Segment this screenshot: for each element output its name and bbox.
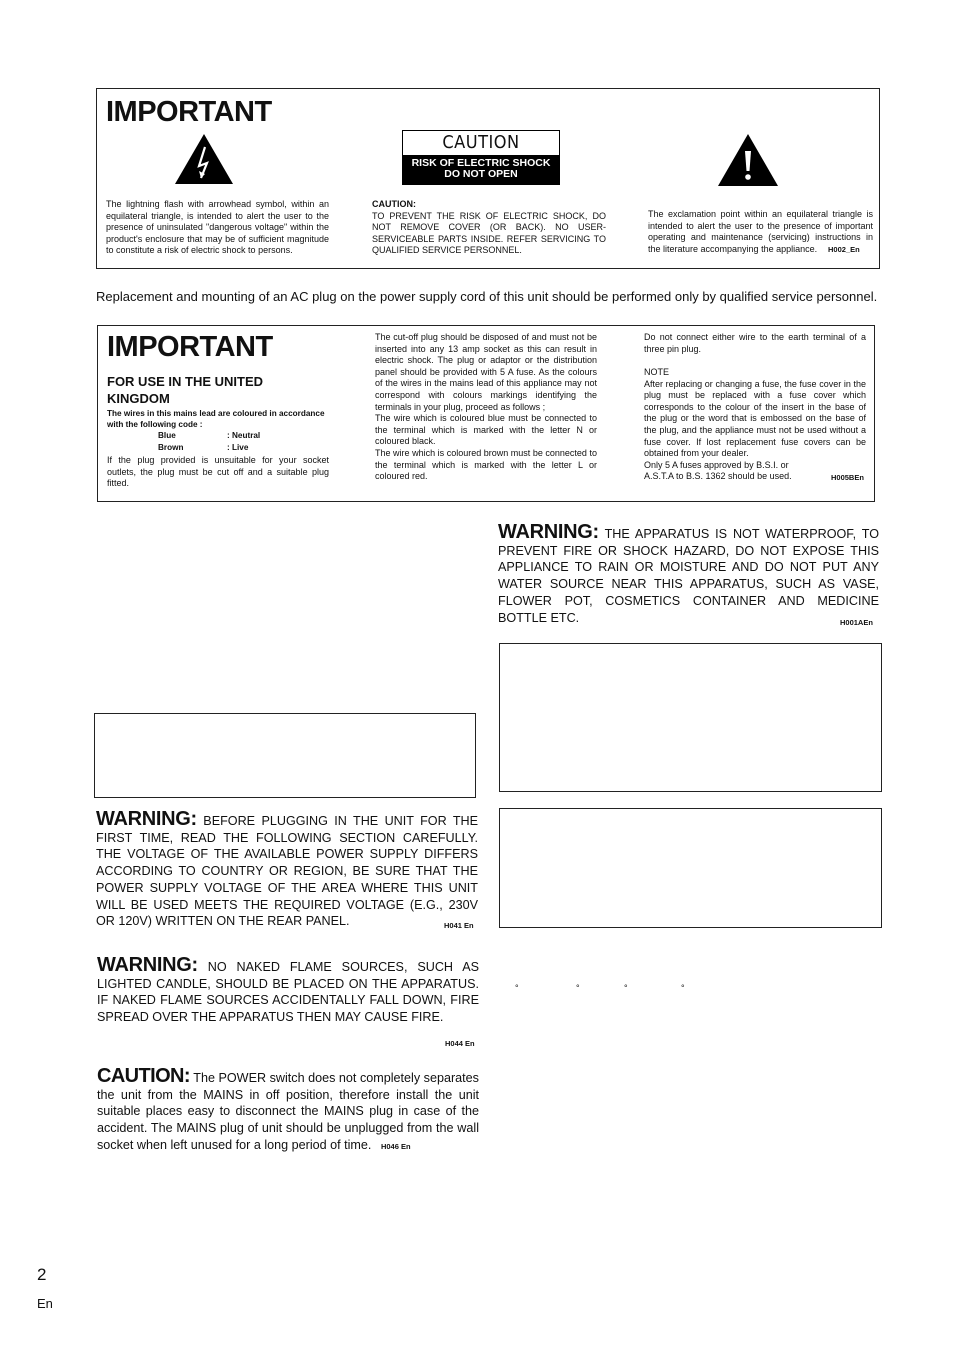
important-code: H002_En xyxy=(828,245,860,254)
caution-label xyxy=(402,130,560,185)
caution-heading: CAUTION: xyxy=(372,199,416,209)
caution-power-code: H046 En xyxy=(380,1141,411,1151)
warning-waterproof-code: H001AEn xyxy=(840,618,873,627)
uk-important-box xyxy=(97,325,875,502)
uk-unsuitable-text: If the plug provided is unsuitable for your socket outlets, the plug must be cut off and a suitable plug fitted. xyxy=(107,455,329,489)
degree-mark: ° xyxy=(624,983,628,993)
warning-power-code: H041 En xyxy=(444,921,474,930)
warning-power-supply xyxy=(96,808,479,930)
uk-col2-text3: The wire which is coloured brown must be connected to the terminal which is marked with the letter L or coloured red. xyxy=(375,447,597,482)
warning-power-heading: WARNING: xyxy=(96,808,197,830)
warning-flame xyxy=(97,954,479,1026)
uk-important-title: IMPORTANT xyxy=(107,331,273,363)
uk-col3-text2: After replacing or changing a fuse, the fuse cover in the plug must be replaced with a fuse cover which corresponds to the colour of the insert in the base of the plug or the word that is embossed on the base of the plug, and the appliance must not be used without a fuse cover. If lost replacement fuse covers can be obtained from your dealer. xyxy=(644,378,866,459)
blank-box-left xyxy=(94,713,476,798)
uk-col2-text1: The cut-off plug should be disposed of and must not be inserted into any 13 amp socket as this can result in electric shock. The plug or adaptor or the distribution panel should be provided with 5 A fuse. As the colours of the wires in the mains lead of this appliance may not correspond with colours markings identifying the terminals in your plug, proceed as follows ; xyxy=(375,332,597,412)
lightning-warning-icon xyxy=(174,133,234,185)
degree-mark: ° xyxy=(515,983,519,993)
wire-brown-label: Brown xyxy=(158,442,184,452)
wire-blue-label: Blue xyxy=(158,431,176,440)
uk-code: H005BEn xyxy=(831,473,864,482)
uk-col3-note: NOTE xyxy=(644,367,670,377)
warning-flame-code: H044 En xyxy=(445,1039,475,1048)
exclamation-warning-icon xyxy=(717,133,779,187)
caution-power-text: The POWER switch does not completely separates the unit from the MAINS in off position, therefore install the unit suitable places easy to disconnect the MAINS plug in case of the accident. The MAINS plug of unit should be unplugged from the wall socket when left unused for a long period of time. xyxy=(97,1071,479,1152)
uk-subtitle-line1: FOR USE IN THE UNITED xyxy=(107,374,264,389)
caution-label-line1: RISK OF ELECTRIC SHOCK xyxy=(411,157,551,169)
degree-mark: ° xyxy=(576,983,580,993)
lightning-explanation: The lightning flash with arrowhead symbol, within an equilateral triangle, is intended to alert the user to the presence of uninsulated "dangerous voltage" within the product's enclosure that may be of sufficient magnitude to constitute a risk of electric shock to persons. xyxy=(106,199,329,256)
important-title: IMPORTANT xyxy=(106,96,272,128)
warning-power-text: BEFORE PLUGGING IN THE UNIT FOR THE FIRST TIME, READ THE FOLLOWING SECTION CAREFULLY. THE VOLTAGE OF THE AVAILABLE POWER SUPPLY DIFFERS ACCORDING TO COUNTRY OR REGION, BE SURE THAT THE POWER SUPPLY VOLTAGE OF THE AREA WHERE THIS UNIT WILL BE USED MEETS THE REQUIRED VOLTAGE (E.G., 230V OR 120V) WRITTEN ON THE REAR PANEL. xyxy=(96,814,479,929)
blank-box-right-2 xyxy=(499,808,882,928)
caution-label-line2: DO NOT OPEN xyxy=(444,168,518,180)
blank-box-right-1 xyxy=(499,643,882,792)
uk-col2-text2: The wire which is coloured blue must be connected to the terminal which is marked with the letter N or coloured black. xyxy=(375,413,597,447)
warning-flame-heading: WARNING: xyxy=(97,954,198,976)
degree-mark: ° xyxy=(681,983,685,993)
wire-blue-value: : Neutral xyxy=(227,431,261,440)
warning-waterproof xyxy=(498,521,879,626)
caution-text: TO PREVENT THE RISK OF ELECTRIC SHOCK, DO NOT REMOVE COVER (OR BACK). NO USER-SERVICEABLE PARTS INSIDE. REFER SERVICING TO QUALIFIED SERVICE PERSONNEL. xyxy=(372,210,606,256)
uk-col3-text3: Only 5 A fuses approved by B.S.I. or A.S.T.A to B.S. 1362 should be used. xyxy=(644,459,792,482)
caution-power-switch xyxy=(97,1065,479,1156)
important-safety-box xyxy=(96,88,880,269)
uk-wires-intro: The wires in this mains lead are coloured in accordance with the following code : xyxy=(107,409,325,429)
warning-waterproof-text: THE APPARATUS IS NOT WATERPROOF, TO PREVENT FIRE OR SHOCK HAZARD, DO NOT EXPOSE THIS APPLIANCE TO RAIN OR MOISTURE AND DO NOT PUT ANY WATER SOURCE NEAR THIS APPARATUS, SUCH AS VASE, FLOWER POT, COSMETICS CONTAINER AND MEDICINE BOTTLE ETC. xyxy=(498,527,879,625)
wire-brown-value: : Live xyxy=(227,442,249,452)
uk-col3-text1: Do not connect either wire to the earth terminal of a three pin plug. xyxy=(644,332,866,354)
uk-subtitle-line2: KINGDOM xyxy=(107,391,170,406)
exclamation-explanation: The exclamation point within an equilateral triangle is intended to alert the user to the presence of important operating and maintenance (servicing) instructions in the literature accompanying the appliance. xyxy=(648,209,873,254)
page-number: 2 xyxy=(37,1265,47,1284)
warning-flame-text: NO NAKED FLAME SOURCES, SUCH AS LIGHTED CANDLE, SHOULD BE PLACED ON THE APPARATUS. IF NAKED FLAME SOURCES ACCIDENTALLY FALL DOWN, FIRE SPREAD OVER THE APPARATUS THEN MAY CAUSE FIRE. xyxy=(97,960,479,1025)
replacement-notice: Replacement and mounting of an AC plug on the power supply cord of this unit should be performed only by qualified service personnel. xyxy=(96,289,878,304)
caution-label-title: CAUTION xyxy=(442,132,520,153)
caution-power-heading: CAUTION: xyxy=(97,1065,190,1087)
warning-waterproof-heading: WARNING: xyxy=(498,521,599,543)
language-code: En xyxy=(37,1296,53,1311)
